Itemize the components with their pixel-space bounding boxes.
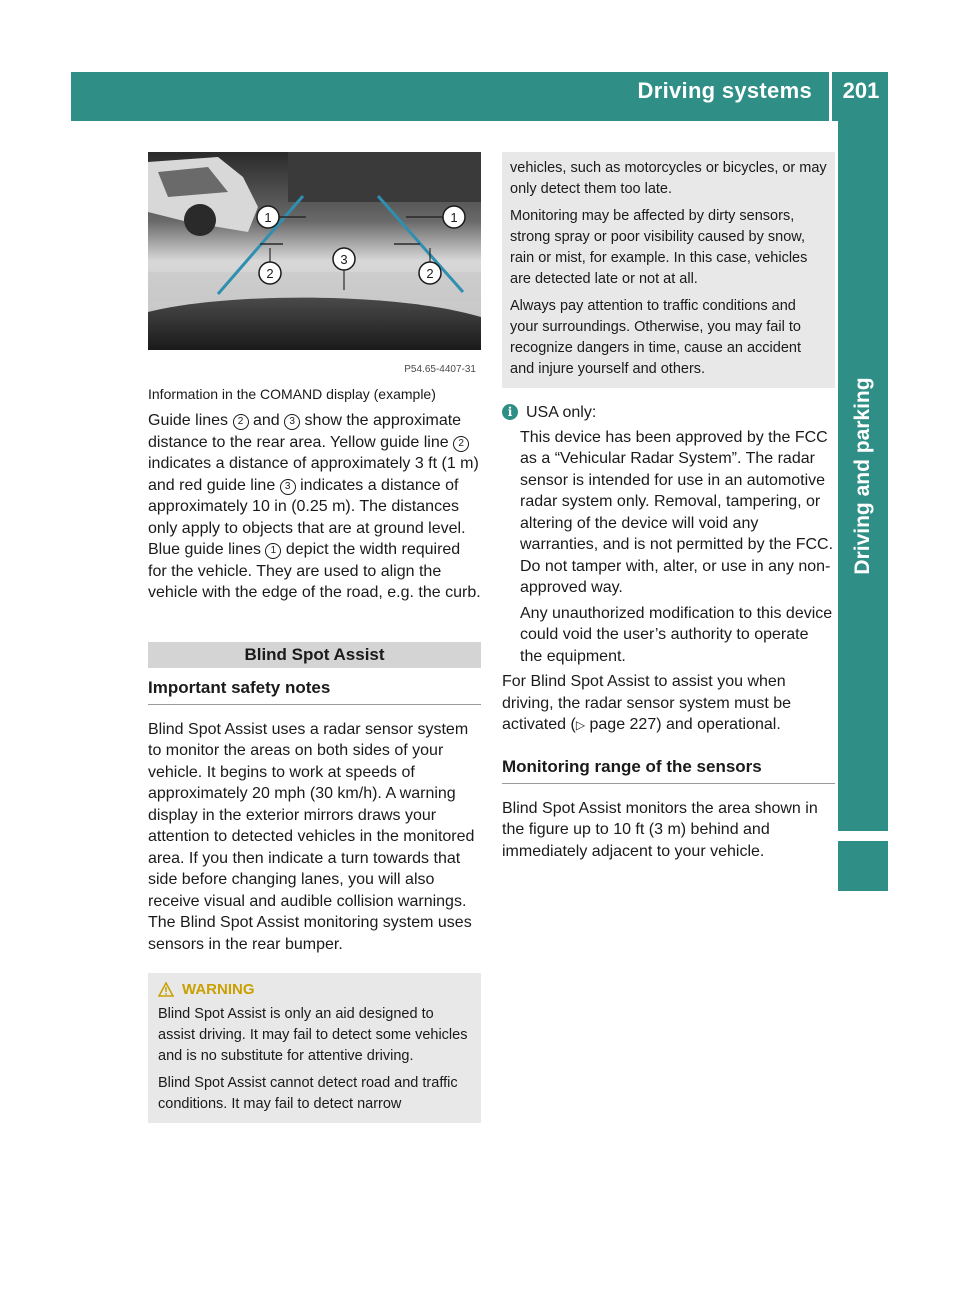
- guide-lines-paragraph: Guide lines 2 and 3 show the approximate distance to the rear area. Yellow guide line 2 indicates a distance of approximately 3 ft (1 m) and red guide line 3 indicates a distance of approximately 10 in (0.25 m). The distances only apply to objects that are at ground level. Blue guide lines 1 depict the width required for the vehicle. They are used to align the vehicle with the edge of the road, e.g. the curb.: [148, 412, 481, 601]
- svg-text:1: 1: [264, 210, 272, 225]
- ref-1: 1: [265, 543, 281, 559]
- callout-1-right: [443, 206, 465, 228]
- ref-3: 3: [280, 479, 296, 495]
- warning-box: [148, 973, 481, 1123]
- ref-2: 2: [233, 414, 249, 430]
- warning-title: WARNING: [182, 981, 255, 998]
- activation-paragraph: For Blind Spot Assist to assist you when driving, the radar sensor system must be activated (▷ page 227) and operational.: [502, 673, 792, 733]
- callout-2-left: [259, 262, 281, 284]
- header-divider: [829, 72, 832, 121]
- callout-3: [333, 248, 355, 270]
- warning-text-2: Blind Spot Assist cannot detect road and traffic conditions. It may fail to detect narrow: [158, 1075, 458, 1112]
- side-tab-label: Driving and parking: [851, 377, 874, 575]
- ref-3: 3: [284, 414, 300, 430]
- section-title: Blind Spot Assist: [148, 642, 481, 668]
- ref-2: 2: [453, 436, 469, 452]
- right-column: [502, 152, 835, 862]
- chapter-title: Driving systems: [637, 78, 812, 103]
- camera-image: [148, 152, 481, 380]
- warning-text-1: Blind Spot Assist is only an aid designed to assist driving. It may fail to detect some vehicles and is no substitute for attentive driving.: [158, 1006, 468, 1064]
- info-note: [502, 402, 835, 667]
- subheading: Important safety notes: [148, 678, 481, 705]
- svg-text:2: 2: [426, 266, 434, 281]
- warning-box-continued: [502, 152, 835, 388]
- side-tab-marker: [838, 841, 888, 891]
- page-number: 201: [842, 78, 880, 103]
- left-column: [148, 152, 481, 1123]
- svg-text:3: 3: [340, 252, 348, 267]
- page-ref-arrow-icon: ▷: [575, 718, 586, 732]
- svg-text:1: 1: [450, 210, 458, 225]
- svg-text:2: 2: [266, 266, 274, 281]
- info-text-1: This device has been approved by the FCC as a “Vehicular Radar System”. The radar sensor is intended for use in an automotive radar system only. Removal, tampering, or altering of the device will void any warranties, and is not permitted by the FCC. Do not tamper with, alter, or use in any non-approved way.: [520, 428, 834, 596]
- info-icon: i: [502, 404, 518, 420]
- monitoring-paragraph: Blind Spot Assist monitors the area shown in the figure up to 10 ft (3 m) behind and immediately adjacent to your vehicle.: [502, 799, 818, 860]
- blind-spot-paragraph: Blind Spot Assist uses a radar sensor system to monitor the areas on both sides of your vehicle. It begins to work at speeds of approximately 20 mph (30 km/h). A warning display in the exterior mirrors draws your attention to detected vehicles in the monitored area. If you then indicate a turn towards that side before changing lanes, you will also receive visual and audible collision warnings. The Blind Spot Assist monitoring system uses sensors in the rear bumper.: [148, 720, 475, 953]
- callout-2-right: [419, 262, 441, 284]
- figure-code: P54.65-4407-31: [404, 364, 476, 375]
- warning-cont-text-1: vehicles, such as motorcycles or bicycles, or may only detect them too late.: [510, 160, 827, 197]
- rear-camera-figure: [148, 152, 481, 380]
- page-header: [71, 72, 888, 121]
- info-label: USA only:: [526, 404, 597, 421]
- warning-cont-text-3: Always pay attention to traffic conditions and your surroundings. Otherwise, you may fail to recognize dangers in time, cause an accident and injure yourself and others.: [510, 298, 801, 377]
- warning-triangle-icon: [158, 982, 174, 997]
- subheading-monitoring: Monitoring range of the sensors: [502, 757, 835, 784]
- figure-caption: Information in the COMAND display (example): [148, 386, 436, 402]
- callout-1-left: [257, 206, 279, 228]
- info-text-2: Any unauthorized modification to this device could void the user’s authority to operate the equipment.: [520, 604, 833, 665]
- side-tab-label-wrap: [838, 121, 888, 831]
- warning-cont-text-2: Monitoring may be affected by dirty sensors, strong spray or poor visibility caused by snow, rain or mist, for example. In this case, vehicles are detected late or not at all.: [510, 208, 808, 287]
